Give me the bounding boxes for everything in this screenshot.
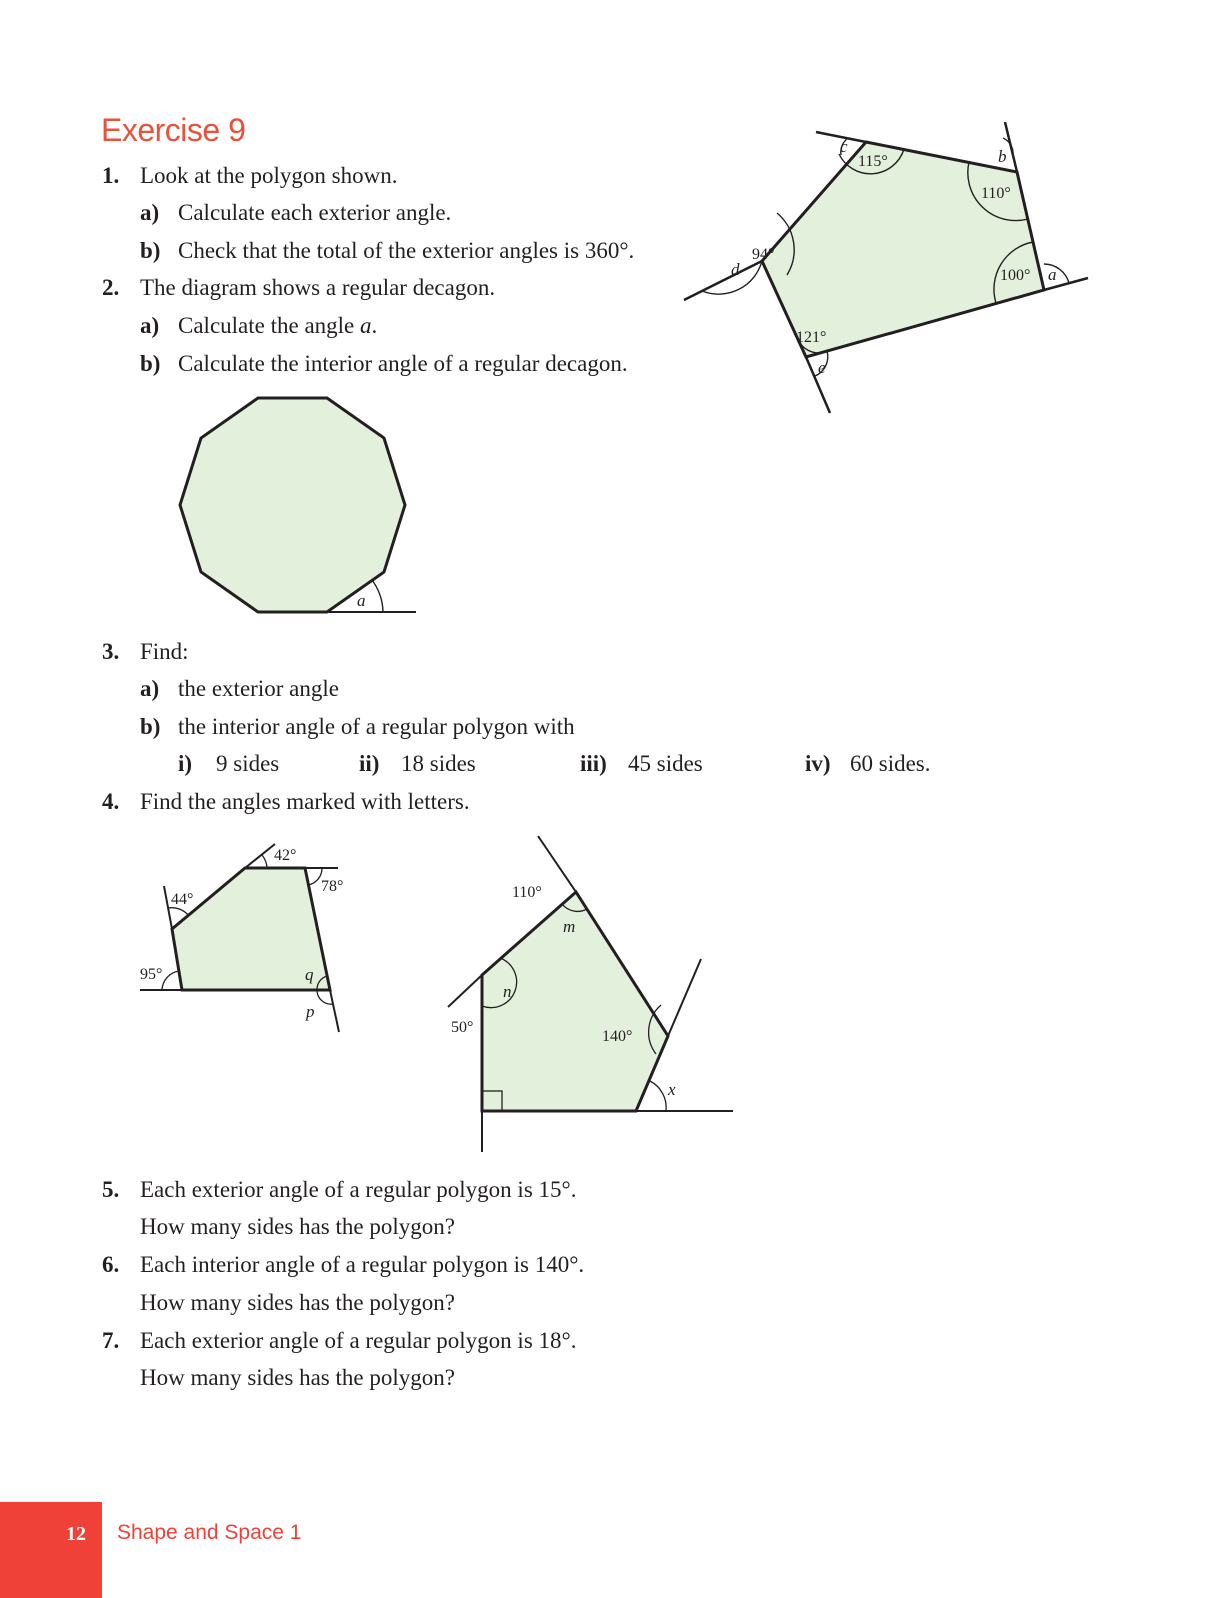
q1a-text: Calculate each exterior angle. <box>178 200 452 225</box>
q1b-text: Check that the total of the exterior angles is 360°. <box>178 238 635 263</box>
q3-part-label: iv) <box>805 751 831 776</box>
q3-part-text: 60 sides. <box>850 751 931 776</box>
q3-text: Find: <box>140 639 189 664</box>
angle-label: 140° <box>602 1028 633 1045</box>
q6-number: 6. <box>102 1252 120 1277</box>
q1b-label: b) <box>140 238 161 263</box>
angle-label: 95° <box>140 966 163 983</box>
q2a-label: a) <box>140 313 160 338</box>
angle-label: 115° <box>858 153 888 170</box>
q6-line1: Each interior angle of a regular polygon is 140°. <box>140 1252 585 1277</box>
angle-label: 50° <box>451 1019 474 1036</box>
angle-letter: a <box>357 591 366 610</box>
angle-letter: x <box>668 1080 676 1099</box>
q1-text: Look at the polygon shown. <box>140 163 398 188</box>
q2a-variable: a <box>360 313 372 338</box>
page-number: 12 <box>66 1523 86 1545</box>
angle-label: 94° <box>752 246 775 263</box>
q2b-label: b) <box>140 351 161 376</box>
q1-number: 1. <box>102 163 120 188</box>
angle-letter: m <box>563 917 576 936</box>
q1a-label: a) <box>140 200 160 225</box>
q3-number: 3. <box>102 639 120 664</box>
angle-letter: d <box>731 260 740 279</box>
q3-part-text: 9 sides <box>216 751 280 776</box>
angle-letter: c <box>840 137 848 156</box>
q3-part-label: ii) <box>359 751 380 776</box>
q3-part-text: 45 sides <box>628 751 703 776</box>
angle-label: 44° <box>171 891 194 908</box>
angle-letter: a <box>1048 265 1057 284</box>
q4-text: Find the angles marked with letters. <box>140 789 470 814</box>
angle-letter: b <box>998 147 1007 166</box>
angle-label: 78° <box>321 878 344 895</box>
angle-label: 121° <box>796 329 827 346</box>
q7-line1: Each exterior angle of a regular polygon is 18°. <box>140 1328 577 1353</box>
angle-letter: n <box>503 982 512 1001</box>
q7-line2: How many sides has the polygon? <box>140 1365 455 1390</box>
q2b-text: Calculate the interior angle of a regular decagon. <box>178 351 628 376</box>
chapter-title: Shape and Space 1 <box>117 1521 302 1544</box>
footer-color-block <box>0 1502 102 1598</box>
pentagon-figure-2 <box>448 836 733 1152</box>
decagon-shape <box>180 398 405 612</box>
q3b-text: the interior angle of a regular polygon with <box>178 714 575 739</box>
q3a-label: a) <box>140 676 160 701</box>
q2-number: 2. <box>102 275 120 300</box>
q6-line2: How many sides has the polygon? <box>140 1290 455 1315</box>
exercise-title: Exercise 9 <box>101 112 246 148</box>
q3b-label: b) <box>140 714 161 739</box>
angle-label: 42° <box>274 847 297 864</box>
angle-label: 110° <box>981 185 1011 202</box>
angle-label: 110° <box>512 884 542 901</box>
q2-text: The diagram shows a regular decagon. <box>140 275 496 300</box>
pentagon-shape <box>762 142 1044 357</box>
q3-part-label: iii) <box>580 751 607 776</box>
q7-number: 7. <box>102 1328 120 1353</box>
decagon-figure <box>180 398 416 612</box>
angle-letter: e <box>818 358 826 377</box>
pentagon-figure-1 <box>684 122 1088 413</box>
angle-label: 100° <box>1000 267 1031 284</box>
q3-part-label: i) <box>178 751 193 776</box>
q2a-text: Calculate the angle a. <box>178 313 378 338</box>
q3-part-text: 18 sides <box>401 751 476 776</box>
angle-letter: q <box>305 965 314 984</box>
q4-number: 4. <box>102 789 120 814</box>
quadrilateral-figure <box>140 844 343 1032</box>
q5-line2: How many sides has the polygon? <box>140 1214 455 1239</box>
angle-letter: p <box>306 1002 315 1021</box>
q5-line1: Each exterior angle of a regular polygon is 15°. <box>140 1177 577 1202</box>
q3a-text: the exterior angle <box>178 676 339 701</box>
q5-number: 5. <box>102 1177 120 1202</box>
